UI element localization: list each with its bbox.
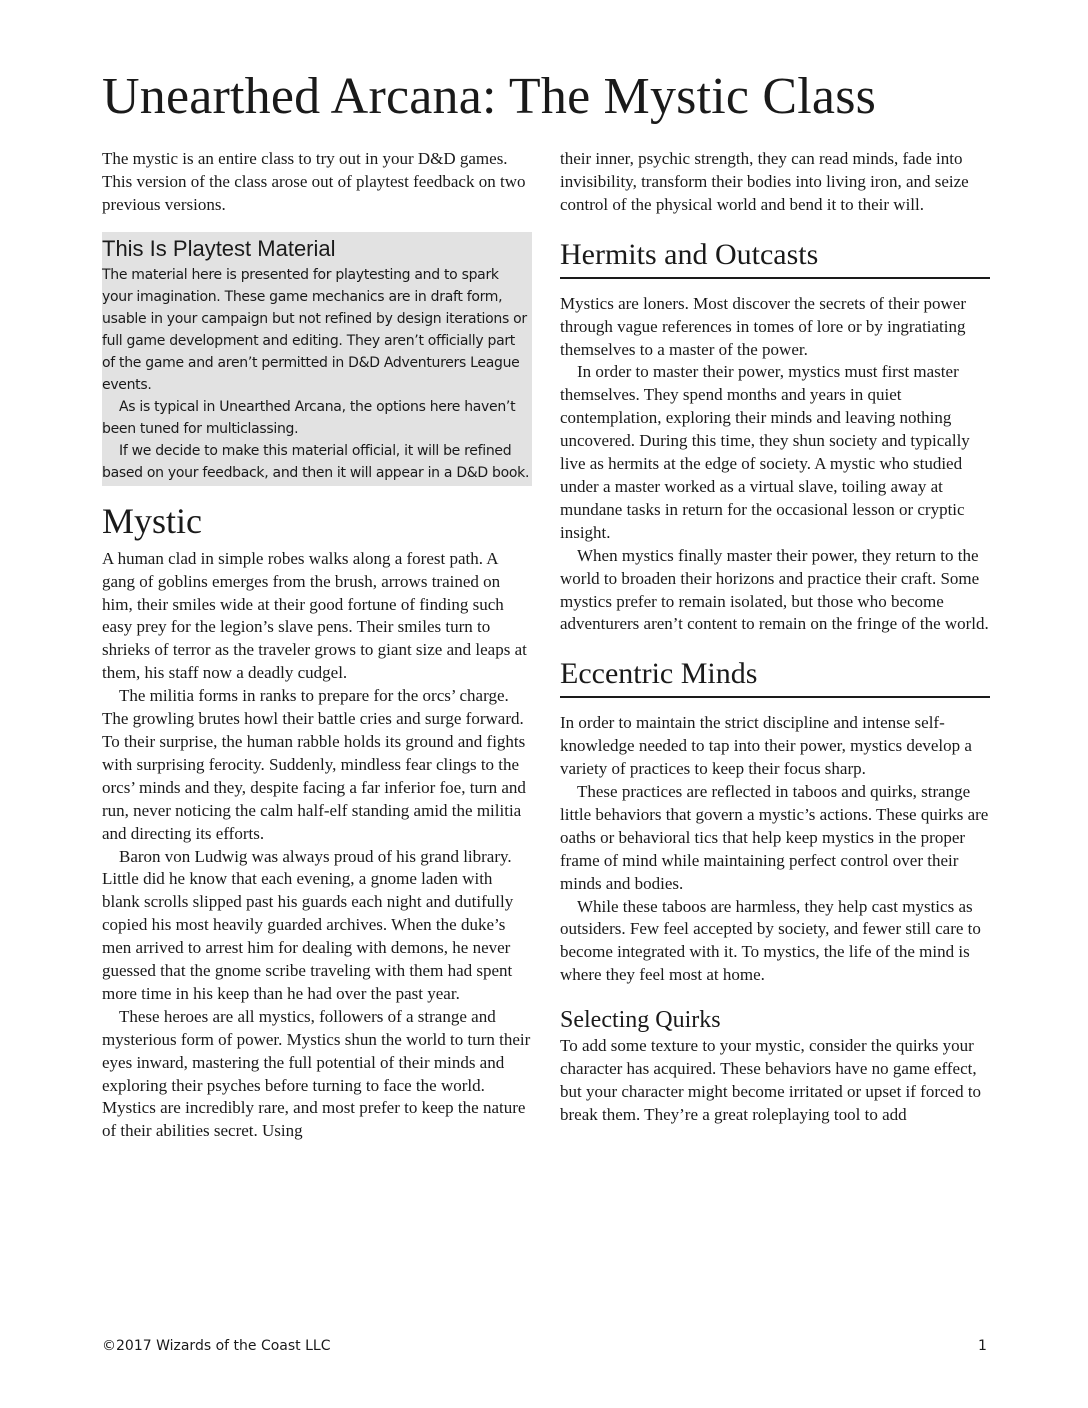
eccentric-heading: Eccentric Minds	[560, 654, 990, 698]
mystic-heading: Mystic	[102, 500, 203, 541]
hermits-paragraph: When mystics finally master their power, they return to the world to broaden their horizons and practice their craft. Some mystics prefer to remain isolated, but those who become adventurers aren’t content to remain on the fringe of the world.	[560, 545, 989, 634]
hermits-paragraph: Mystics are loners. Most discover the secrets of their power through vague references in tomes of lore or by ingratiating themselves to a master of the power.	[560, 293, 966, 359]
quirks-paragraph: To add some texture to your mystic, consider the quirks your character has acquired. These behaviors have no game effect, but your character might become irritated or upset if forced to break them. They’re a great roleplaying tool to add	[560, 1036, 982, 1124]
hermits-paragraph: In order to master their power, mystics must first master themselves. They spend months and years in quiet contemplation, exploring their minds and leaving nothing uncovered. During this time, they shun society and typically live as hermits at the edge of society. A mystic who studied under a master worked as a virtual slave, toiling away at mundane tasks in return for the occasional lesson or cryptic insight.	[560, 362, 970, 542]
eccentric-paragraph: These practices are reflected in taboos and quirks, strange little behaviors that govern a mystic’s actions. These quirks are oaths or behavioral tics that help keep mystics in the proper frame of mind while maintaining perfect control over their minds and bodies.	[560, 782, 989, 893]
sidebar-paragraph: If we decide to make this material official, it will be refined based on your feedback, and then it will appear in a D&D book.	[102, 442, 530, 481]
left-column	[102, 148, 532, 1143]
hermits-heading: Hermits and Outcasts	[560, 235, 990, 279]
intro-paragraph: The mystic is an entire class to try out in your D&D games. This version of the class arose out of playtest feedback on two previous versions.	[102, 149, 526, 214]
sidebar-paragraph: The material here is presented for playtesting and to spark your imagination. These game mechanics are in draft form, usable in your campaign but not refined by design iterations or full game development and editing. They aren’t officially part of the game and aren’t permitted in D&D Adventurers League events.	[102, 266, 527, 393]
quirks-heading: Selecting Quirks	[560, 1007, 721, 1034]
mystic-paragraph: Baron von Ludwig was always proud of his grand library. Little did he know that each evening, a gnome laden with blank scrolls slipped past his guards each night and dutifully copied his most heavily guarded archives. When the duke’s men arrived to arrest him for dealing with demons, he never guessed that the gnome scribe traveling with them had spent more time in his keep than he had over the past year.	[102, 846, 514, 1003]
sidebar-title: This Is Playtest Material	[102, 235, 336, 261]
right-column	[560, 148, 990, 1127]
footer-copyright: ©2017 Wizards of the Coast LLC	[102, 1338, 331, 1354]
sidebar-paragraph: As is typical in Unearthed Arcana, the options here haven’t been tuned for multiclassing.	[102, 398, 516, 437]
continued-paragraph: their inner, psychic strength, they can read minds, fade into invisibility, transform their bodies into living iron, and seize control of the physical world and bend it to their will.	[560, 149, 969, 214]
page-number: 1	[978, 1338, 987, 1354]
mystic-paragraph: These heroes are all mystics, followers of a strange and mysterious form of power. Mystics shun the world to turn their eyes inward, mastering the full potential of their minds and exploring their psyches before turning to face the world. Mystics are incredibly rare, and most prefer to keep the nature of their abilities secret. Using	[102, 1006, 531, 1141]
eccentric-paragraph: In order to maintain the strict discipline and intense self-knowledge needed to tap into their power, mystics develop a variety of practices to keep their focus sharp.	[560, 713, 972, 779]
eccentric-paragraph: While these taboos are harmless, they help cast mystics as outsiders. Few feel accepted by society, and fewer still care to become integrated with it. To mystics, the life of the mind is where they feel most at home.	[560, 896, 981, 985]
page-title: Unearthed Arcana: The Mystic Class	[102, 68, 877, 125]
mystic-paragraph: A human clad in simple robes walks along a forest path. A gang of goblins emerges from the brush, arrows trained on him, their smiles wide at their good fortune of finding such easy prey for the legion’s slave pens. Their smiles turn to shrieks of terror as the traveler grows to giant size and leaps at them, his staff now a deadly cudgel.	[102, 548, 527, 683]
mystic-paragraph: The militia forms in ranks to prepare for the orcs’ charge. The growling brutes howl their battle cries and surge forward. To their surprise, the human rabble holds its ground and fights with surprising ferocity. Suddenly, mindless fear clings to the orcs’ minds and they, despite facing a far inferior foe, turn and run, never noticing the calm half-elf standing amid the militia and directing its efforts.	[102, 686, 526, 843]
playtest-sidebar	[102, 232, 532, 486]
